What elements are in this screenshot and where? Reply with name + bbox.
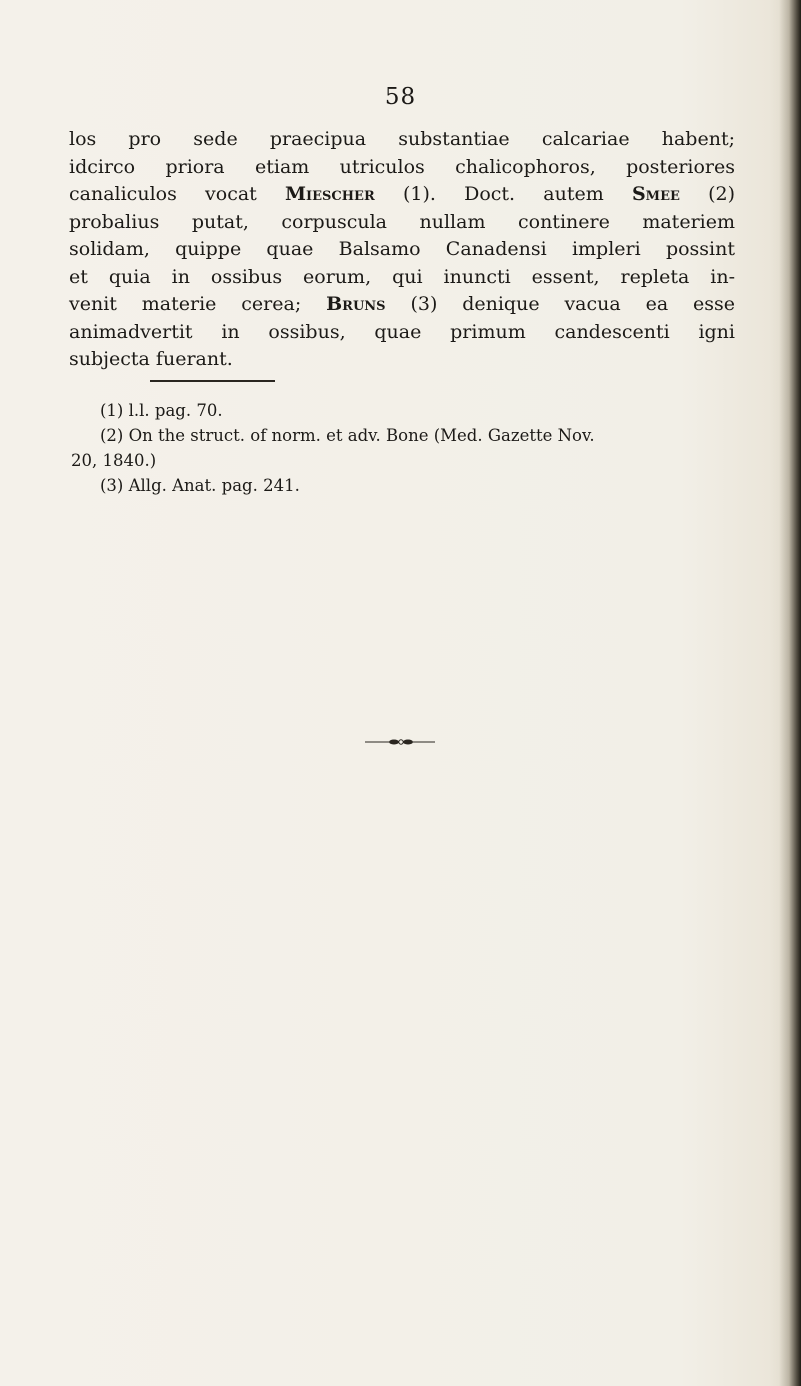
text-run: (2) [679,183,735,205]
text-line [69,319,735,347]
text-run: canaliculos vocat [69,183,285,205]
text-run: (1). Doct. autem [374,183,632,205]
text-run: solidam, quippe quae Balsamo Canadensi impleri possint [69,238,735,260]
main-paragraph [69,126,735,374]
footnote-1: (1) l.l. pag. 70. [100,401,223,420]
text-run: et quia in ossibus eorum, qui inuncti essent, repleta in- [69,265,735,288]
author-name-smee: Smee [631,183,680,205]
text-line [69,209,735,237]
end-ornament [365,738,435,746]
footnotes [69,398,739,498]
text-run: probalius putat, corpuscula nullam continere materiem [69,210,735,233]
footnote-divider [150,380,275,382]
page-number: 58 [384,84,417,110]
page-edge-shadow [779,0,801,1386]
text-run: animadvertit in ossibus, quae primum candescenti igni [69,320,735,343]
text-line [69,346,735,374]
footnote-3: (3) Allg. Anat. pag. 241. [100,476,300,495]
text-run: subjecta fuerant. [69,348,233,370]
text-line [69,181,735,209]
text-run: idcirco priora etiam utriculos chalicophoros, posteriores [69,155,735,178]
text-run: (3) denique vacua ea esse [385,293,735,315]
text-run: venit materie cerea; [69,293,327,315]
author-name-bruns: Bruns [326,293,386,315]
text-line [69,154,735,182]
text-line [69,126,735,154]
text-line [69,291,735,319]
footnote-2: (2) On the struct. of norm. et adv. Bone (Med. Gazette Nov. [100,426,595,445]
text-line [69,264,735,292]
text-line [69,236,735,264]
author-name-miescher: Miescher [285,183,375,205]
text-run: los pro sede praecipua substantiae calcariae habent; [69,128,735,150]
footnote-2-continuation: 20, 1840.) [71,451,157,470]
